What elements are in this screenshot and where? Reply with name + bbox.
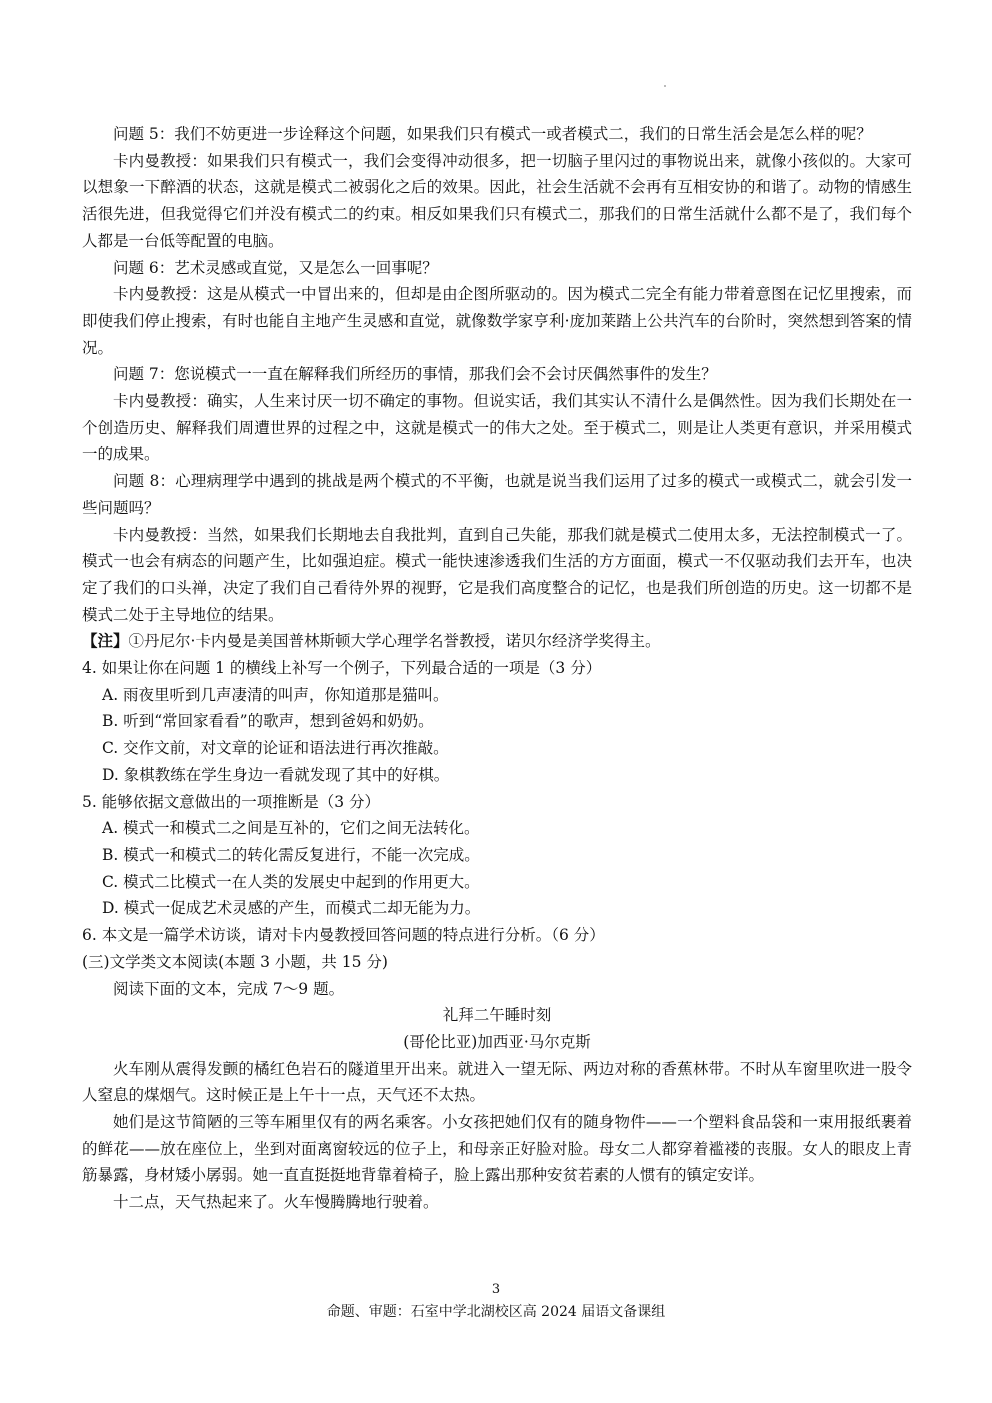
paragraph-answer-7: 卡内曼教授：确实，人生来讨厌一切不确定的事物。但说实话，我们其实认不清什么是偶然性。因为我们长期处在一个创造历史、解释我们周遭世界的过程之中，这就是模式一的伟大之处。至于模式二，则是让人类更有意识，并采用模式一的成果。	[82, 392, 912, 464]
question-4-stem: 4. 如果让你在问题 1 的横线上补写一个例子，下列最合适的一项是（3 分）	[82, 659, 602, 678]
section-3-instruction: 阅读下面的文本，完成 7～9 题。	[113, 979, 345, 998]
paragraph-answer-5: 卡内曼教授：如果我们只有模式一，我们会变得冲动很多，把一切脑子里闪过的事物说出来，就像小孩似的。大家可以想象一下醉酒的状态，这就是模式二被弱化之后的效果。因此，社会生活就不会再有互相安协的和谐了。动物的情感生活很先进，但我觉得它们并没有模式二的约束。相反如果我们只有模式二，那我们的日常生活就什么都不是了，我们每个人都是一台低等配置的电脑。	[82, 151, 912, 250]
paragraph-question-8: 问题 8：心理病理学中遇到的挑战是两个模式的不平衡，也就是说当我们运用了过多的模式一或模式二，就会引发一些问题吗？	[82, 472, 912, 517]
page-content	[82, 121, 912, 1216]
question-5-option-d: D. 模式一促成艺术灵感的产生，而模式二却无能为力。	[102, 899, 481, 918]
question-5-option-b: B. 模式一和模式二的转化需反复进行，不能一次完成。	[102, 845, 480, 864]
question-5-option-a: A. 模式一和模式二之间是互补的，它们之间无法转化。	[102, 819, 480, 838]
question-4-option-a: A. 雨夜里听到几声凄清的叫声，你知道那是猫叫。	[102, 685, 449, 704]
question-4-option-c: C. 交作文前，对文章的论证和语法进行再次推敲。	[102, 739, 449, 758]
footnote-text: ①丹尼尔·卡内曼是美国普林斯顿大学心理学名誉教授，诺贝尔经济学奖得主。	[128, 632, 661, 651]
passage-paragraph: 她们是这节简陋的三等车厢里仅有的两名乘客。小女孩把她们仅有的随身物件——一个塑料食品袋和一束用报纸裹着的鲜花——放在座位上，坐到对面离窗较远的位子上，和母亲正好脸对脸。母女二人都穿着褴褛的丧服。女人的眼皮上青筋暴露，身材矮小孱弱。她一直直挺挺地背靠着椅子，脸上露出那种安贫若素的人惯有的镇定安详。	[82, 1113, 912, 1185]
question-4-option-d: D. 象棋教练在学生身边一看就发现了其中的好棋。	[102, 765, 450, 784]
paragraph-answer-6: 卡内曼教授：这是从模式一中冒出来的，但却是由企图所驱动的。因为模式二完全有能力带着意图在记忆里搜索，而即使我们停止搜索，有时也能自主地产生灵感和直觉，就像数学家亨利·庞加莱踏上公共汽车的台阶时，突然想到答案的情况。	[82, 285, 912, 357]
question-5-stem: 5. 能够依据文意做出的一项推断是（3 分）	[82, 792, 381, 811]
footnote-label: 【注】	[82, 631, 129, 651]
question-5-option-c: C. 模式二比模式一在人类的发展史中起到的作用更大。	[102, 872, 480, 891]
scan-dot	[664, 85, 666, 87]
passage-author: (哥伦比亚)加西亚·马尔克斯	[403, 1032, 591, 1051]
passage-paragraph: 十二点，天气热起来了。火车慢腾腾地行驶着。	[113, 1193, 439, 1212]
paragraph-question-5: 问题 5：我们不妨更进一步诠释这个问题，如果我们只有模式一或者模式二，我们的日常生活会是怎么样的呢？	[113, 125, 872, 143]
section-3-heading: (三)文学类文本阅读(本题 3 小题，共 15 分)	[82, 952, 388, 971]
page-number: 3	[491, 1282, 501, 1297]
paragraph-answer-8: 卡内曼教授：当然，如果我们长期地去自我批判，直到自己失能，那我们就是模式二使用太多，无法控制模式一了。模式一也会有病态的问题产生，比如强迫症。模式一能快速渗透我们生活的方方面面，模式一不仅驱动我们去开车，也决定了我们的口头禅，决定了我们自己看待外界的视野，它是我们高度整合的记忆，也是我们所创造的历史。这一切都不是模式二处于主导地位的结果。	[82, 525, 912, 624]
passage-title: 礼拜二午睡时刻	[442, 1006, 552, 1025]
footnote	[82, 628, 912, 655]
passage-paragraph: 火车刚从震得发颤的橘红色岩石的隧道里开出来。就进入一望无际、两边对称的香蕉林带。不时从车窗里吹进一股令人窒息的煤烟气。这时候正是上午十一点，天气还不太热。	[82, 1059, 912, 1105]
question-6-stem: 6. 本文是一篇学术访谈，请对卡内曼教授回答问题的特点进行分析。（6 分）	[82, 926, 605, 945]
question-4-option-b: B. 听到“常回家看看”的歌声，想到爸妈和奶奶。	[102, 712, 434, 731]
footer-credit: 命题、审题：石室中学北湖校区高 2024 届语文备课组	[326, 1304, 666, 1320]
paragraph-question-7: 问题 7：您说模式一一直在解释我们所经历的事情，那我们会不会讨厌偶然事件的发生？	[113, 365, 717, 384]
paragraph-question-6: 问题 6：艺术灵感或直觉，又是怎么一回事呢？	[113, 258, 438, 277]
